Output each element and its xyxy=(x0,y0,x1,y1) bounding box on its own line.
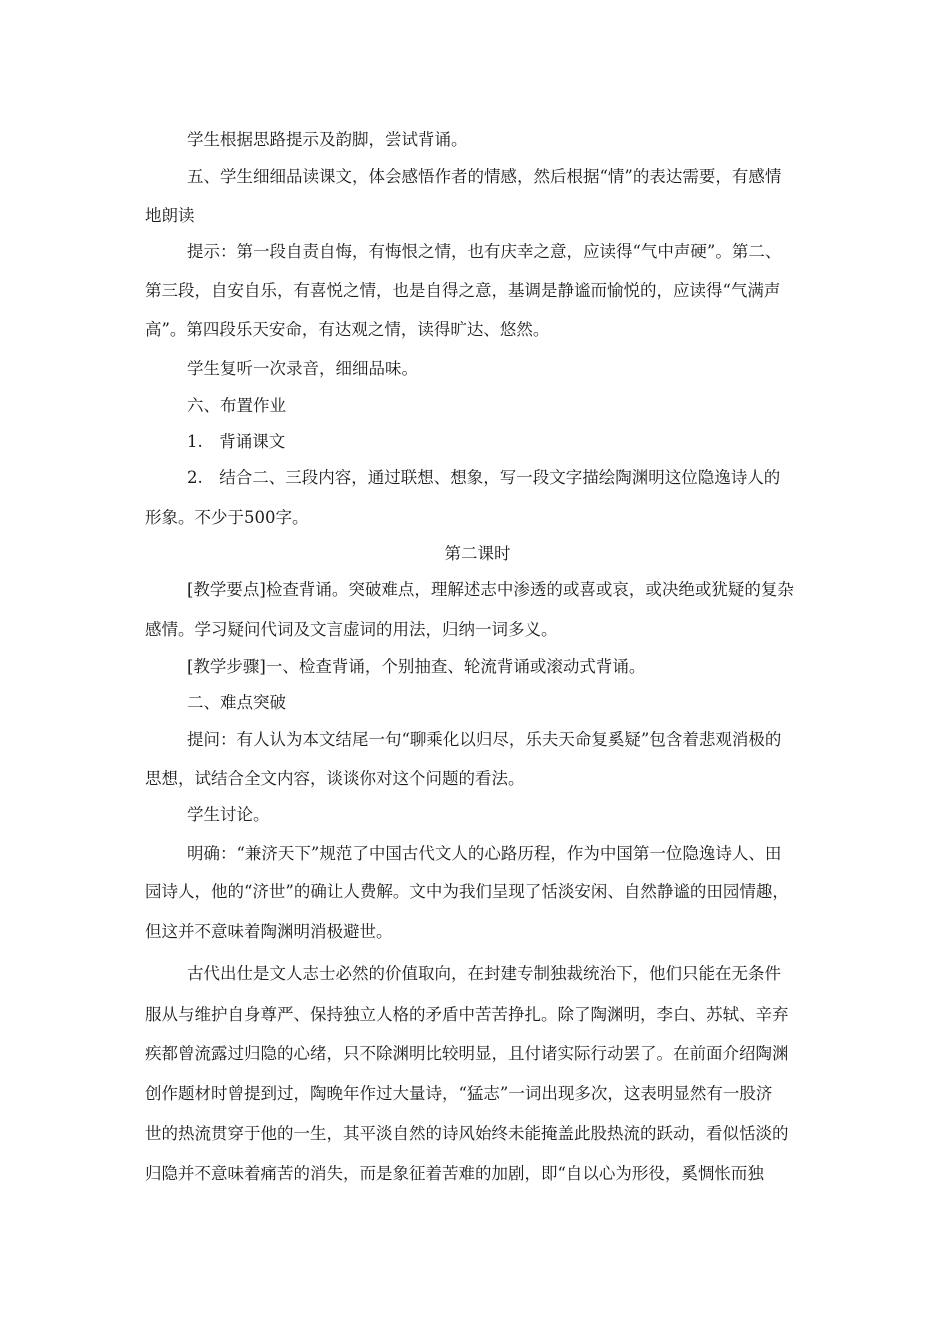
text-line: 学生讨论。 xyxy=(187,805,270,824)
text-line: 学生复听一次录音，细细品味。 xyxy=(187,359,418,378)
list-item: 1. 背诵课文 xyxy=(187,432,286,451)
text-line: 感情。学习疑问代词及文言虚词的用法，归纳一词多义。 xyxy=(145,620,558,639)
text-line: 第三段，自安自乐，有喜悦之情，也是自得之意，基调是静谧而愉悦的，应读得“气满声 xyxy=(145,281,781,300)
section-heading: 二、难点突破 xyxy=(187,693,286,712)
text-line: 提问：有人认为本文结尾一句“聊乘化以归尽，乐夫天命复奚疑”包含着悲观消极的 xyxy=(187,730,782,749)
text-line: 创作题材时曾提到过，陶晚年作过大量诗，“猛志”一词出现多次，这表明显然有一股济 xyxy=(145,1084,773,1103)
text-line: 但这并不意味着陶渊明消极避世。 xyxy=(145,922,393,941)
text-line: 归隐并不意味着痛苦的消失，而是象征着苦难的加剧，即“自以心为形役，奚惆怅而独 xyxy=(145,1164,764,1183)
text-line: 园诗人，他的“济世”的确让人费解。文中为我们呈现了恬淡安闲、自然静谧的田园情趣， xyxy=(145,882,789,901)
text-line: 地朗读 xyxy=(145,206,195,225)
text-line: 高”。第四段乐天安命，有达观之情，读得旷达、悠然。 xyxy=(145,320,550,339)
text-line: 学生根据思路提示及韵脚，尝试背诵。 xyxy=(187,130,468,149)
text-line: 提示：第一段自责自悔，有悔恨之情，也有庆幸之意，应读得“气中声硬”。第二、 xyxy=(187,242,782,261)
text-line: 世的热流贯穿于他的一生，其平淡自然的诗风始终未能掩盖此股热流的跃动，看似恬淡的 xyxy=(145,1124,789,1143)
lesson-title: 第二课时 xyxy=(444,544,511,563)
text-line: 形象。不少于500字。 xyxy=(145,508,309,527)
list-item: 2. 结合二、三段内容，通过联想、想象，写一段文字描绘陶渊明这位隐逸诗人的 xyxy=(187,468,781,487)
text-line: 疾都曾流露过归隐的心绪，只不除渊明比较明显，且付诸实际行动罢了。在前面介绍陶渊 xyxy=(145,1044,789,1063)
text-line: 五、学生细细品读课文，体会感悟作者的情感，然后根据“情”的表达需要，有感情 xyxy=(187,167,782,186)
text-line: 古代出仕是文人志士必然的价值取向，在封建专制独裁统治下，他们只能在无条件 xyxy=(187,964,781,983)
text-line: 思想，试结合全文内容，谈谈你对这个问题的看法。 xyxy=(145,769,525,788)
section-heading: 六、布置作业 xyxy=(187,396,286,415)
text-line: 明确：“兼济天下”规范了中国古代文人的心路历程，作为中国第一位隐逸诗人、田 xyxy=(187,844,782,863)
text-line: [教学步骤]一、检查背诵，个别抽查、轮流背诵或滚动式背诵。 xyxy=(187,657,646,676)
text-line: [教学要点]检查背诵。突破难点，理解述志中渗透的或喜或哀，或决绝或犹疑的复杂 xyxy=(187,580,794,599)
text-line: 服从与维护自身尊严、保持独立人格的矛盾中苦苦挣扎。除了陶渊明，李白、苏轼、辛弃 xyxy=(145,1005,789,1024)
